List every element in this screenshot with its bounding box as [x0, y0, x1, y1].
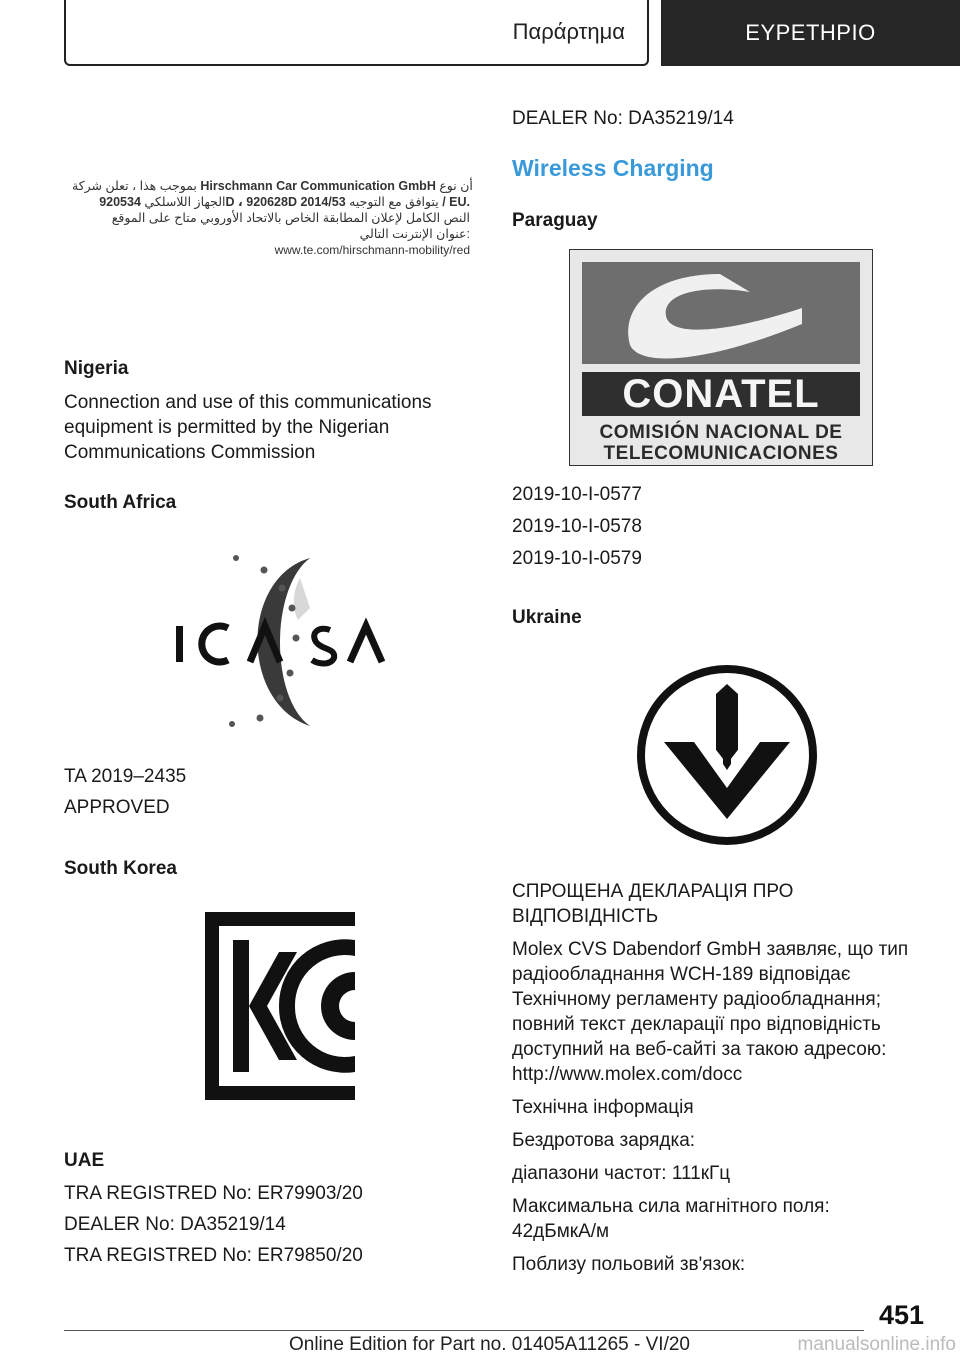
south-africa-heading: South Africa: [64, 492, 177, 513]
kc-logo-graphic: [205, 912, 355, 1100]
ukraine-line-4: радіообладнання WCH-189 відповідає: [512, 964, 851, 985]
wireless-charging-heading: Wireless Charging: [512, 155, 714, 181]
edition-text: Online Edition for Part no. 01405A11265 - VI/20: [288, 1334, 690, 1355]
conatel-sub-1: COMISIÓN NACIONAL DE: [599, 422, 843, 443]
header-tabs: [64, 0, 960, 66]
ukraine-line-13: 42дБмкА/м: [512, 1221, 610, 1242]
ukraine-line-2: ВІДПОВІДНІСТЬ: [512, 906, 659, 927]
arabic-line-2: الجهاز اللاسلكي 920534D ، 920628D يتوافق مع التوجيه 2014/53 / EU.: [99, 195, 470, 209]
tab-appendix[interactable]: [64, 0, 649, 66]
page-number: 451: [878, 1300, 924, 1330]
ukraine-declaration: [512, 879, 912, 1277]
paraguay-code-3: 2019-10-I-0579: [512, 548, 642, 569]
ukraine-line-9: Технічна інформація: [512, 1097, 694, 1118]
conatel-name-bar: CONATEL: [582, 372, 860, 416]
ukraine-line-7: доступний на веб-сайті за такою адресою:: [512, 1039, 887, 1060]
conatel-sub-2: TELECOMUNICACIONES: [603, 443, 839, 464]
ukraine-line-3: Molex CVS Dabendorf GmbH заявляє, що тип: [512, 939, 909, 960]
tab-index-label: ΕΥΡΕΤΗΡΙΟ: [745, 20, 876, 45]
ukraine-line-12: Максимальна сила магнітного поля:: [512, 1196, 830, 1217]
watermark: manualsonline.info: [797, 1334, 956, 1355]
ukraine-conformity-logo: [636, 664, 818, 846]
footer-rule: [64, 1330, 864, 1331]
arabic-line-4: عنوان الإنترنت التالي:: [359, 227, 470, 241]
tab-index[interactable]: [661, 0, 960, 66]
nigeria-heading: Nigeria: [64, 358, 129, 379]
ukraine-line-5: Технічному регламенту радіообладнання;: [512, 989, 881, 1010]
dealer-line: DEALER No: DA35219/14: [512, 108, 734, 129]
arabic-notice-image: [72, 178, 473, 260]
south-korea-heading: South Korea: [64, 858, 177, 879]
icasa-logo-graphic: [170, 548, 390, 733]
tab-appendix-label: Παράρτημα: [512, 19, 625, 44]
kc-logo: [205, 912, 355, 1100]
ukraine-conformity-graphic: [636, 664, 818, 846]
uae-line-2: DEALER No: DA35219/14: [64, 1214, 286, 1235]
ukraine-line-11: діапазони частот: 111кГц: [512, 1163, 731, 1184]
paraguay-heading: Paraguay: [512, 210, 598, 231]
ta-number: TA 2019–2435: [64, 766, 187, 787]
uae-line-1: TRA REGISTRED No: ER79903/20: [64, 1183, 363, 1204]
ukraine-heading: Ukraine: [512, 607, 582, 628]
ukraine-line-8: http://www.molex.com/docc: [512, 1064, 743, 1085]
uae-heading: UAE: [64, 1150, 105, 1171]
approved-text: APPROVED: [64, 797, 170, 818]
paraguay-code-2: 2019-10-I-0578: [512, 516, 642, 537]
conatel-logo: [569, 249, 873, 466]
paraguay-code-1: 2019-10-I-0577: [512, 484, 642, 505]
ukraine-line-10: Бездротова зарядка:: [512, 1130, 696, 1151]
ukraine-line-1: СПРОЩЕНА ДЕКЛАРАЦІЯ ПРО: [512, 881, 794, 902]
arabic-line-1: بموجب هذا ، تعلن شركة Hirschmann Car Communication GmbH أن نوع: [72, 179, 473, 193]
arabic-line-5: www.te.com/hirschmann-mobility/red: [274, 243, 470, 257]
ukraine-line-14: Поблизу польовий зв'язок:: [512, 1254, 746, 1275]
uae-line-3: TRA REGISTRED No: ER79850/20: [64, 1245, 363, 1266]
ukraine-line-6: повний текст декларації про відповідність: [512, 1014, 881, 1035]
icasa-logo: [170, 548, 390, 733]
arabic-line-3: النص الكامل لإعلان المطابقة الخاص بالاتحاد الأوروبي متاح على الموقع: [111, 211, 470, 225]
nigeria-text: Connection and use of this communications equipment is permitted by the Nigerian Communications Commission: [64, 392, 432, 463]
